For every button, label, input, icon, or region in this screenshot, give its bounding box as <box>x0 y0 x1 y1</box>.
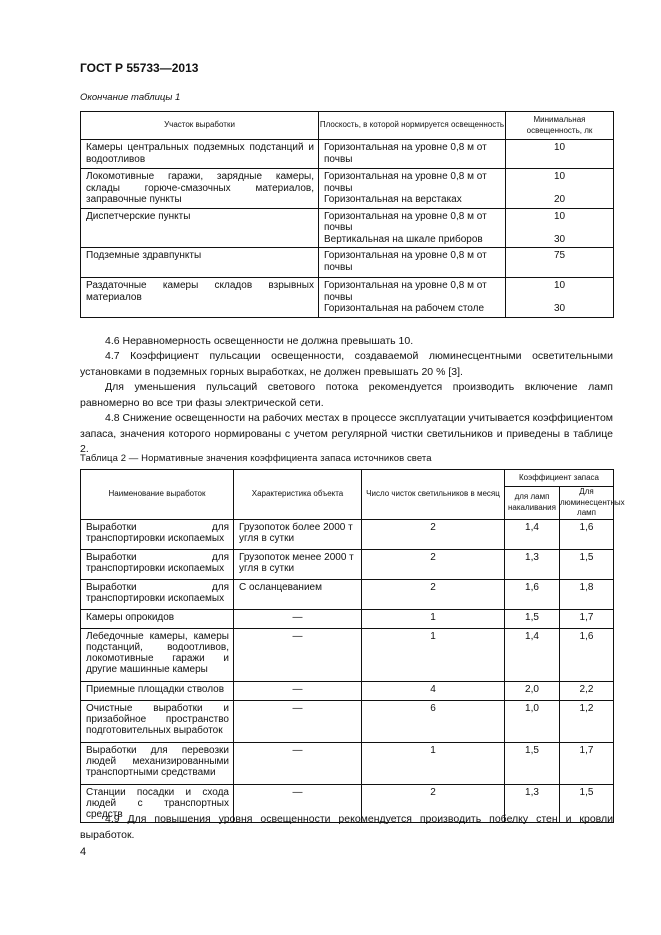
cleanings-cell: 1 <box>362 742 505 784</box>
table-row <box>81 208 614 248</box>
fluor-cell: 1,7 <box>560 742 614 784</box>
char-cell: — <box>234 784 362 822</box>
col-header-name: Наименование выработок <box>81 470 234 520</box>
col-header-incandescent: для ламп накаливания <box>505 487 560 520</box>
value-cell <box>506 140 614 169</box>
incand-cell: 1,3 <box>505 784 560 822</box>
incand-cell: 1,0 <box>505 700 560 742</box>
name-cell: Выработки для перевозки людей механизированными транспортными средствами <box>81 742 234 784</box>
maintenance-factor-table <box>80 469 625 823</box>
value-cell <box>506 278 614 318</box>
section-cell: Камеры центральных подземных подстанций и водоотливов <box>81 140 319 169</box>
col-header-min: Минимальная освещенность, лк <box>506 112 614 140</box>
char-cell: Грузопоток более 2000 т угля в сутки <box>234 519 362 549</box>
section-cell: Локомотивные гаражи, зарядные камеры, склады горюче-смазочных материалов, заправочные пункты <box>81 169 319 209</box>
min-value: 10 <box>553 171 566 182</box>
name-cell: Камеры опрокидов <box>81 609 234 628</box>
col-header-char: Характеристика объекта <box>234 470 362 520</box>
fluor-cell: 1,5 <box>560 784 614 822</box>
paragraph-4-9: 4.9 Для повышения уровня освещенности рекомендуется производить побелку стен и кровли выработок. <box>80 813 613 841</box>
min-value: 10 <box>553 280 566 291</box>
table2-header-row <box>81 470 614 487</box>
col-header-cleanings: Число чисток светильников в месяц <box>362 470 505 520</box>
value-cell <box>506 169 614 209</box>
fluor-cell: 1,2 <box>560 700 614 742</box>
value-cell <box>506 248 614 278</box>
page-number: 4 <box>80 846 87 858</box>
cleanings-cell: 1 <box>362 628 505 681</box>
min-value: 30 <box>553 303 566 314</box>
fluor-cell: 1,5 <box>560 549 614 579</box>
char-cell: — <box>234 700 362 742</box>
plane-text: Горизонтальная на уровне 0,8 м от почвы <box>324 280 487 303</box>
min-value: 75 <box>553 250 566 261</box>
fluor-cell: 1,7 <box>560 609 614 628</box>
plane-cell <box>319 278 506 318</box>
col-header-fluorescent: Для люминесцентных ламп <box>560 487 625 517</box>
cleanings-cell: 2 <box>362 784 505 822</box>
section-cell: Диспетчерские пункты <box>81 208 319 248</box>
min-value: 20 <box>553 194 566 205</box>
cleanings-cell: 4 <box>362 681 505 700</box>
table-row <box>81 278 614 318</box>
paragraph-4-8: 4.8 Снижение освещенности на рабочих местах в процессе эксплуатации учитывается коэффициентом запаса, значения которого нормированы с учетом регулярной чистки светильников и приведены в таблице 2. <box>80 412 613 455</box>
plane-text: Горизонтальная на уровне 0,8 м от почвы <box>324 171 487 194</box>
table-row <box>81 628 614 681</box>
name-cell: Приемные площадки стволов <box>81 681 234 700</box>
table-row <box>81 579 614 609</box>
incand-cell: 1,4 <box>505 628 560 681</box>
name-cell: Очистные выработки и призабойное пространство подготовительных выработок <box>81 700 234 742</box>
table-row <box>81 248 614 278</box>
fluor-cell: 1,6 <box>560 628 614 681</box>
incand-cell: 1,6 <box>505 579 560 609</box>
table-row <box>81 681 614 700</box>
table-row <box>81 549 614 579</box>
char-cell: — <box>234 742 362 784</box>
document-id: ГОСТ Р 55733—2013 <box>80 61 199 75</box>
min-value: 30 <box>553 233 566 245</box>
cleanings-cell: 2 <box>362 579 505 609</box>
table-row <box>81 140 614 169</box>
plane-text: Горизонтальная на рабочем столе <box>324 303 485 314</box>
paragraph-4-7: 4.7 Коэффициент пульсации освещенности, создаваемой люминесцентными осветительными установками в подземных горных выработках, не должен превышать 20 % [3]. <box>80 350 613 378</box>
plane-cell <box>319 208 506 248</box>
plane-text: Горизонтальная на верстаках <box>324 194 462 205</box>
fluor-cell: 1,8 <box>560 579 614 609</box>
plane-cell <box>319 169 506 209</box>
table-row <box>81 700 614 742</box>
incand-cell: 1,4 <box>505 519 560 549</box>
col-header-coef: Коэффициент запаса <box>505 470 614 487</box>
plane-cell <box>319 140 506 169</box>
char-cell: — <box>234 609 362 628</box>
name-cell: Выработки для транспортировки ископаемых <box>81 579 234 609</box>
table-row <box>81 519 614 549</box>
plane-text: Горизонтальная на уровне 0,8 м от почвы <box>324 250 487 273</box>
incand-cell: 1,5 <box>505 742 560 784</box>
min-value: 10 <box>553 210 566 222</box>
name-cell: Лебедочные камеры, камеры подстанций, водоотливов, локомотивные гаражи и другие машинные камеры <box>81 628 234 681</box>
plane-text: Вертикальная на шкале приборов <box>324 233 483 245</box>
incand-cell: 1,3 <box>505 549 560 579</box>
char-cell: — <box>234 628 362 681</box>
char-cell: С осланцеванием <box>234 579 362 609</box>
char-cell: Грузопоток менее 2000 т угля в сутки <box>234 549 362 579</box>
cleanings-cell: 2 <box>362 519 505 549</box>
paragraph-4-6: 4.6 Неравномерность освещенности не должна превышать 10. <box>105 335 414 347</box>
illumination-table <box>80 111 614 318</box>
fluor-cell: 2,2 <box>560 681 614 700</box>
table-row <box>81 742 614 784</box>
fluor-cell: 1,6 <box>560 519 614 549</box>
incand-cell: 1,5 <box>505 609 560 628</box>
plane-text: Горизонтальная на уровне 0,8 м от почвы <box>324 210 487 233</box>
plane-cell <box>319 248 506 278</box>
incand-cell: 2,0 <box>505 681 560 700</box>
cleanings-cell: 6 <box>362 700 505 742</box>
cleanings-cell: 1 <box>362 609 505 628</box>
value-cell <box>506 208 614 248</box>
table-row <box>81 609 614 628</box>
section-cell: Раздаточные камеры складов взрывных материалов <box>81 278 319 318</box>
col-header-section: Участок выработки <box>81 112 319 140</box>
table-row <box>81 169 614 209</box>
table2-caption: Таблица 2 — Нормативные значения коэффициента запаса источников света <box>80 453 432 464</box>
min-value: 10 <box>553 142 566 153</box>
name-cell: Выработки для транспортировки ископаемых <box>81 549 234 579</box>
char-cell: — <box>234 681 362 700</box>
paragraph-4-7-note: Для уменьшения пульсаций светового потока рекомендуется производить включение ламп равномерно во все три фазы электрической сети. <box>80 381 613 409</box>
name-cell: Выработки для транспортировки ископаемых <box>81 519 234 549</box>
section-cell: Подземные здравпункты <box>81 248 319 278</box>
table1-caption: Окончание таблицы 1 <box>80 92 181 103</box>
table1-header-row <box>81 112 614 140</box>
cleanings-cell: 2 <box>362 549 505 579</box>
plane-text: Горизонтальная на уровне 0,8 м от почвы <box>324 142 487 165</box>
name-cell: Станции посадки и схода людей с транспортных средств <box>81 784 234 822</box>
col-header-plane: Плоскость, в которой нормируется освещенность <box>319 112 506 140</box>
